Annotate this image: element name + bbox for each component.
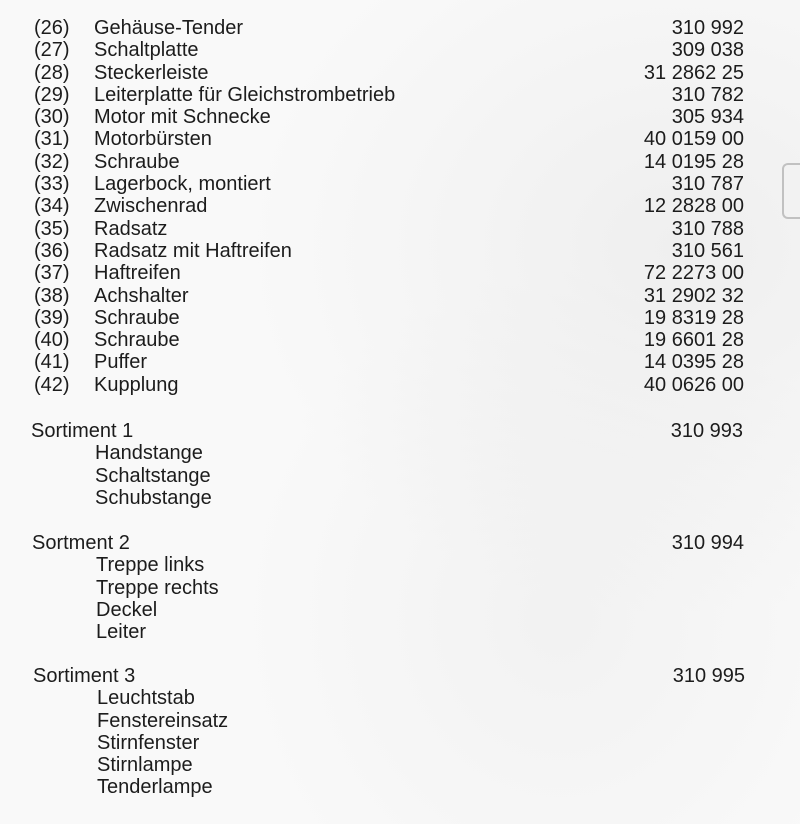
sortiment-code: 310 993 <box>670 420 743 442</box>
part-number: (35) <box>34 217 70 240</box>
part-code: 31 2862 25 <box>643 61 744 84</box>
parts-list <box>34 17 754 396</box>
sortiment-item: Leuchtstab <box>97 687 195 710</box>
part-code: 305 934 <box>671 106 744 129</box>
part-code: 40 0159 00 <box>643 128 744 151</box>
part-code: 31 2902 32 <box>643 284 744 307</box>
sortiment-title: Sortiment 3 <box>33 665 136 687</box>
part-number: (28) <box>34 61 70 84</box>
part-number: (30) <box>34 106 70 129</box>
sortiment-3 <box>33 665 755 799</box>
part-name: Kupplung <box>94 373 179 396</box>
sortiment-item: Stirnfenster <box>97 731 200 754</box>
part-row <box>34 128 754 150</box>
part-row <box>34 106 754 128</box>
part-row <box>34 307 754 329</box>
part-row <box>34 84 754 106</box>
part-name: Zwischenrad <box>94 195 208 218</box>
part-row <box>34 329 754 351</box>
part-number: (39) <box>34 306 70 329</box>
part-name: Schraube <box>94 150 180 173</box>
sortiment-item: Treppe rechts <box>96 576 219 599</box>
part-row <box>34 218 754 240</box>
part-row <box>34 17 754 39</box>
part-number: (31) <box>34 128 70 151</box>
part-name: Haftreifen <box>94 262 181 285</box>
sortiment-item: Schaltstange <box>95 464 211 487</box>
part-code: 19 8319 28 <box>643 306 744 329</box>
part-row <box>34 173 754 195</box>
part-row <box>34 351 754 373</box>
part-row <box>34 62 754 84</box>
part-number: (34) <box>34 195 70 218</box>
part-row <box>34 195 754 217</box>
part-code: 310 782 <box>671 83 744 106</box>
part-number: (27) <box>34 39 70 62</box>
part-code: 19 6601 28 <box>643 329 744 352</box>
part-number: (37) <box>34 262 70 285</box>
part-name: Motor mit Schnecke <box>94 106 271 129</box>
part-row <box>34 262 754 284</box>
part-name: Schaltplatte <box>94 39 199 62</box>
sortiment-code: 310 995 <box>672 665 745 687</box>
sortiment-header <box>31 420 753 442</box>
part-name: Steckerleiste <box>94 61 209 84</box>
part-number: (26) <box>34 17 70 39</box>
part-number: (40) <box>34 329 70 352</box>
part-code: 14 0195 28 <box>643 150 744 173</box>
sortiment-item: Schubstange <box>95 486 212 509</box>
part-code: 12 2828 00 <box>643 195 744 218</box>
part-number: (36) <box>34 239 70 262</box>
part-row <box>34 151 754 173</box>
part-code: 14 0395 28 <box>643 351 744 374</box>
part-row <box>34 374 754 396</box>
sortiment-item: Handstange <box>95 442 203 465</box>
sortiment-2 <box>32 532 754 643</box>
sortiment-1 <box>31 420 753 509</box>
sortiment-title: Sortiment 1 <box>31 420 134 442</box>
part-number: (42) <box>34 373 70 396</box>
part-name: Puffer <box>94 351 147 374</box>
part-code: 72 2273 00 <box>643 262 744 285</box>
part-name: Motorbürsten <box>94 128 212 151</box>
sortiment-item: Treppe links <box>96 554 205 577</box>
part-code: 40 0626 00 <box>643 373 744 396</box>
sortiment-item: Tenderlampe <box>97 776 213 799</box>
part-row <box>34 240 754 262</box>
part-code: 310 787 <box>671 173 744 196</box>
part-code: 310 561 <box>671 239 744 262</box>
sortiment-item: Leiter <box>96 621 147 644</box>
sortiment-title: Sortment 2 <box>32 532 130 554</box>
part-number: (38) <box>34 284 70 307</box>
sortiment-item: Stirnlampe <box>97 754 193 777</box>
part-name: Gehäuse-Tender <box>94 17 243 39</box>
part-name: Leiterplatte für Gleichstrombetrieb <box>94 83 396 106</box>
part-name: Lagerbock, montiert <box>94 173 271 196</box>
part-number: (33) <box>34 173 70 196</box>
part-name: Achshalter <box>94 284 189 307</box>
part-number: (32) <box>34 150 70 173</box>
part-name: Schraube <box>94 329 180 352</box>
sortiment-header <box>32 532 754 554</box>
sortiment-header <box>33 665 755 687</box>
part-code: 310 992 <box>671 17 744 39</box>
sortiment-item: Fenstereinsatz <box>97 709 229 732</box>
sortiment-code: 310 994 <box>671 532 744 554</box>
part-name: Radsatz mit Haftreifen <box>94 239 292 262</box>
part-number: (41) <box>34 351 70 374</box>
part-code: 309 038 <box>671 39 744 62</box>
part-code: 310 788 <box>671 217 744 240</box>
part-number: (29) <box>34 83 70 106</box>
part-row <box>34 285 754 307</box>
sortiment-item: Deckel <box>96 598 158 621</box>
part-row <box>34 39 754 61</box>
part-name: Schraube <box>94 306 180 329</box>
bleed-through-mark <box>782 163 800 219</box>
part-name: Radsatz <box>94 217 168 240</box>
